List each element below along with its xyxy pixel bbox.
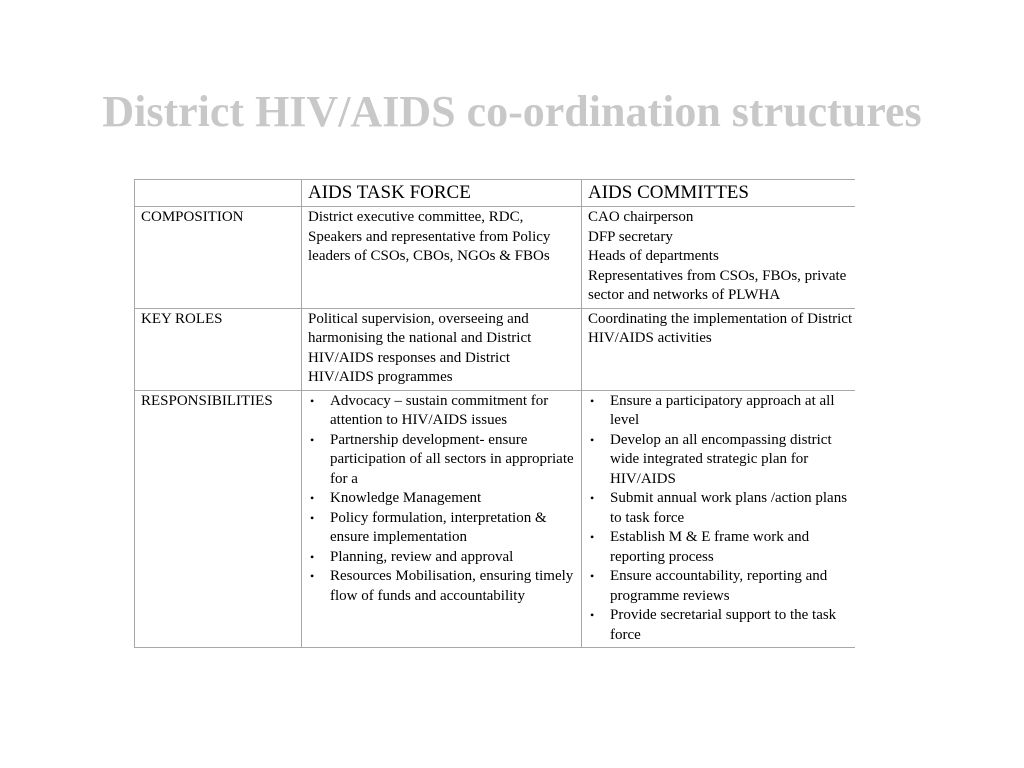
key-roles-committee-cell: Coordinating the implementation of District HIV/AIDS activities [582, 308, 856, 390]
list-item [308, 509, 575, 548]
list-item-text: Planning, review and approval [330, 548, 514, 565]
list-item [308, 548, 575, 568]
list-item-text: Partnership development- ensure participation of all sectors in appropriate for a [330, 431, 574, 487]
bullet-icon: • [590, 530, 595, 544]
bullet-icon: • [310, 491, 315, 505]
header-cell-empty [135, 180, 302, 207]
bullet-icon: • [590, 569, 595, 583]
list-item [588, 392, 855, 431]
bullet-icon: • [310, 569, 315, 583]
list-item [588, 567, 855, 606]
responsibilities-committee-cell [582, 390, 856, 648]
responsibilities-row [135, 390, 856, 648]
row-label-composition: COMPOSITION [135, 207, 302, 309]
composition-task-force-cell: District executive committee, RDC, Speakers and representative from Policy leaders of CSOs, CBOs, NGOs & FBOs [302, 207, 582, 309]
header-cell-committees: AIDS COMMITTES [582, 180, 856, 207]
list-item-text: Ensure a participatory approach at all level [610, 392, 835, 428]
bullet-icon: • [310, 510, 315, 525]
row-label-key-roles: KEY ROLES [135, 308, 302, 390]
list-item [588, 528, 855, 567]
list-item [588, 431, 855, 490]
list-item-text: Develop an all encompassing district wide integrated strategic plan for HIV/AIDS [610, 431, 832, 487]
task-force-responsibility-list [308, 392, 575, 607]
header-cell-task-force: AIDS TASK FORCE [302, 180, 582, 207]
coordination-table-container [134, 179, 855, 648]
list-item-text: Advocacy – sustain commitment for attention to HIV/AIDS issues [330, 392, 549, 428]
composition-committee-line: CAO chairperson [588, 209, 694, 225]
composition-committee-cell [582, 207, 856, 309]
list-item [588, 489, 855, 528]
list-item-text: Establish M & E frame work and reporting process [610, 529, 810, 565]
bullet-icon: • [590, 608, 595, 622]
list-item-text: Ensure accountability, reporting and programme reviews [610, 568, 828, 604]
composition-committee-line: Heads of departments [588, 248, 719, 264]
list-item-text: Resources Mobilisation, ensuring timely flow of funds and accountability [330, 568, 574, 604]
list-item-text: Submit annual work plans /action plans to task force [610, 490, 848, 526]
list-item-text: Policy formulation, interpretation & ensure implementation [330, 509, 547, 545]
composition-committee-line: DFP secretary [588, 228, 673, 245]
key-roles-task-force-cell: Political supervision, overseeing and harmonising the national and District HIV/AIDS responses and District HIV/AIDS programmes [302, 308, 582, 390]
row-label-responsibilities: RESPONSIBILITIES [135, 390, 302, 648]
list-item [308, 567, 575, 606]
bullet-icon: • [590, 432, 595, 447]
responsibilities-task-force-cell [302, 390, 582, 648]
bullet-icon: • [310, 393, 315, 408]
composition-row [135, 207, 856, 309]
composition-committee-line: Representatives from CSOs, FBOs, private sector and networks of PLWHA [588, 267, 847, 303]
bullet-icon: • [590, 393, 595, 408]
coordination-table [134, 179, 855, 648]
list-item [308, 431, 575, 490]
key-roles-row [135, 308, 856, 390]
list-item-text: Provide secretarial support to the task force [610, 607, 837, 643]
list-item [308, 392, 575, 431]
header-row [135, 180, 856, 207]
list-item [308, 489, 575, 509]
slide-title: District HIV/AIDS co-ordination structures [102, 87, 922, 136]
bullet-icon: • [310, 432, 315, 447]
list-item [588, 606, 855, 645]
committee-responsibility-list [588, 392, 855, 646]
list-item-text: Knowledge Management [330, 490, 482, 506]
bullet-icon: • [310, 549, 315, 564]
bullet-icon: • [590, 491, 595, 505]
